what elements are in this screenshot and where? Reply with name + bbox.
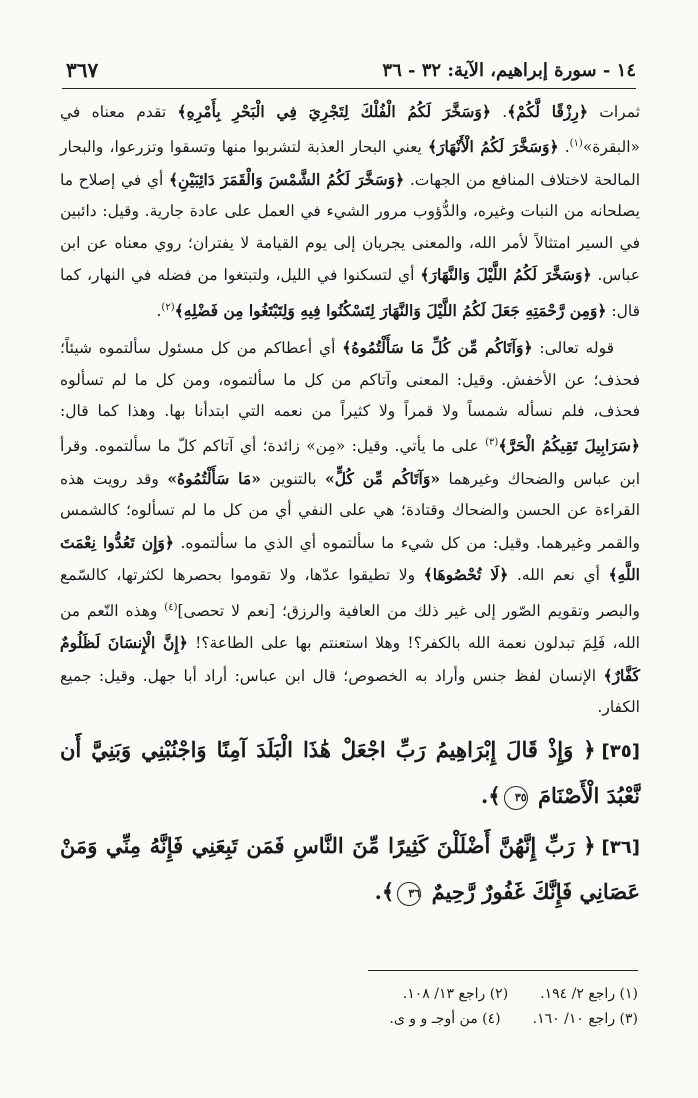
text-run: ولا تطيقوا عدّها، ولا تقوموا بحصرها لكثرتها، كالسّمع والبصر وتقويم الصّور إلى غير ذلك من العافية والرزق؛ [نعم لا تحصى]: [60, 566, 640, 620]
text-run: على ما يأتي. وقيل: «مِن» زائدة؛ أي آتاكم كلّ ما سألتموه. وقرأ ابن عباس والضحاك وغيرهما: [60, 437, 640, 488]
quran-quote: ﴿وَسَخَّرَ لَكُمُ اللَّيْلَ وَالنَّهَارَ﴾: [420, 265, 592, 285]
text-run: تقدم معناه في «البقرة»: [60, 103, 640, 157]
verse-number: [٣٥]: [601, 741, 640, 763]
ayah-number-marker: ٣٦: [397, 882, 421, 906]
text-run: أي نعم الله.: [508, 566, 609, 585]
footnote-ref: (٤): [164, 601, 178, 613]
text-run: .: [490, 103, 508, 121]
quran-quote: ﴿سَرَابِيلَ تَقِيكُمُ الْحَرَّ﴾: [498, 436, 640, 456]
text-run: الإنسان لفظ جنس وأراد به الخصوص؛ قال ابن عباس: أراد أبا جهل. وقيل: جميع الكفار.: [60, 666, 640, 716]
quran-quote: ﴿وَإِن تَعُدُّوا نِعْمَتَ اللَّهِ﴾: [60, 532, 640, 585]
text-run: قوله تعالى:: [532, 339, 614, 358]
text-run: يعني البحار العذبة لتشربوا منها وتسقوا وتزرعوا، والبحار المالحة لاختلاف المنافع من الجهات.: [60, 138, 641, 189]
verse-block: [60, 824, 640, 914]
quran-quote: ﴿وَسَخَّرَ لَكُمُ الْفُلْكَ لِتَجْرِيَ فِي الْبَحْرِ بِأَمْرِهِ﴾: [177, 102, 491, 121]
ayah-number-marker: ٣٥: [504, 786, 528, 810]
page-body: [60, 96, 640, 920]
footnote-line: [78, 982, 638, 1007]
text-run: وقد رويت هذه القراءة عن الحسن والضحاك وقتادة؛ هي على النفي أي من كل ما لم تسألوه؛ كالشمس والقمر وغيرهما. وقيل: من كل شيء ما سألتموه أي الذي ما سألتموه.: [60, 469, 640, 552]
footnote: (٢) راجع ١٣/ ١٠٨.: [402, 986, 509, 1002]
page-header: [66, 58, 636, 88]
text-run: ثمرات: [587, 103, 641, 121]
verse-end: ﴾.: [481, 783, 501, 809]
quran-quote: ﴿لَا تُحْصُوهَا﴾: [423, 565, 509, 585]
verse-text: ﴿ وَإِذْ قَالَ إِبْرَاهِيمُ رَبِّ اجْعَلْ هَٰذَا الْبَلَدَ آمِنًا وَاجْنُبْنِي وَبَنِيَّ أَن نَّعْبُدَ الْأَصْنَامَ: [60, 737, 640, 809]
footnote: (٤) من أوجـ و و ى.: [389, 1011, 501, 1027]
text-run: أي أعطاكم من كل مسئول سألتموه شيئاً؛ فحذف؛ عن الأخفش. وقيل: المعنى وآتاكم من كل ما سألتموه، ومن كل ما لم تسألوه فحذف، فلم نسأله شمساً ولا قمراً ولا كثيراً من نعمه التي ابتدأنا بها. وهذا كما قال:: [60, 339, 640, 420]
text-run: بالتنوين: [260, 469, 326, 488]
quran-quote: ﴿وَسَخَّرَ لَكُمُ الشَّمْسَ وَالْقَمَرَ دَائِبَيْنِ﴾: [168, 169, 405, 189]
footnote-line: [78, 1007, 638, 1032]
verse-end: ﴾.: [374, 879, 395, 905]
verse-text: ﴿ رَبِّ إِنَّهُنَّ أَضْلَلْنَ كَثِيرًا مِّنَ النَّاسِ فَمَن تَبِعَنِي فَإِنَّهُ مِنِّي وَمَنْ عَصَانِي فَإِنَّكَ غَفُورٌ رَّحِيمٌ: [60, 833, 640, 905]
text-run: .: [156, 301, 162, 320]
quran-verses: [60, 728, 640, 914]
commentary-paragraph: [60, 96, 640, 327]
footnote: (٣) راجع ١٠/ ١٦٠.: [532, 1011, 638, 1027]
text-run: وهذه النّعم من الله، فَلِمَ تبدلون نعمة الله بالكفر؟! وهلا استعنتم بها على الطاعة؟!: [60, 601, 640, 653]
quran-quote: ﴿وَمِن رَّحْمَتِهِ جَعَلَ لَكُمُ اللَّيْلَ وَالنَّهَارَ لِتَسْكُنُوا فِيهِ وَلِتَبْتَغُوا مِن فَضْلِهِ﴾: [174, 300, 607, 320]
footnote-rule: [368, 970, 638, 971]
header-rule: [62, 88, 636, 89]
quran-quote: ﴿وَسَخَّرَ لَكُمُ الْأَنْهَارَ﴾: [427, 137, 559, 157]
quran-quote: ﴿إِنَّ الْإِنسَانَ لَظَلُومٌ كَفَّارٌ﴾: [60, 633, 640, 685]
running-title: ١٤ - سورة إبراهيم، الآية: ٣٢ - ٣٦: [382, 60, 636, 81]
verse-number: [٣٦]: [601, 837, 640, 859]
commentary-paragraph: [60, 332, 640, 723]
text-run: أي لتسكنوا في الليل، ولتبتغوا من فضله في النهار، كما قال:: [60, 266, 640, 320]
footnotes: [78, 982, 638, 1032]
footnote-ref: (٢): [161, 301, 175, 313]
footnote-ref: (٣): [485, 437, 499, 449]
verse-block: [60, 728, 640, 818]
quran-quote: «وَآتَاكُم مِّن كُلٍّ»: [325, 468, 441, 488]
quran-quote: «مَا سَأَلْتُمُوهُ»: [167, 468, 261, 488]
footnote: (١) راجع ٢/ ١٩٤.: [540, 986, 638, 1002]
quran-quote: ﴿وَآتَاكُم مِّن كُلِّ مَا سَأَلْتُمُوهُ﴾: [342, 338, 533, 358]
text-run: .: [558, 138, 570, 157]
footnote-ref: (١): [569, 138, 583, 150]
text-run: أي في إصلاح ما يصلحانه من النبات وغيره، والدُّؤوب مرور الشيء في العمل على عادة جارية. وقيل: دائبين في السير امتثالاً لأمر الله، والمعنى يجريان إلى يوم القيامة لا يفتران؛ روي معناه عن ابن عباس.: [60, 170, 640, 285]
quran-quote: ﴿رِزْقًا لَّكُمْ﴾: [507, 102, 588, 121]
commentary-text: [60, 96, 640, 723]
page-number: ٣٦٧: [66, 58, 99, 82]
